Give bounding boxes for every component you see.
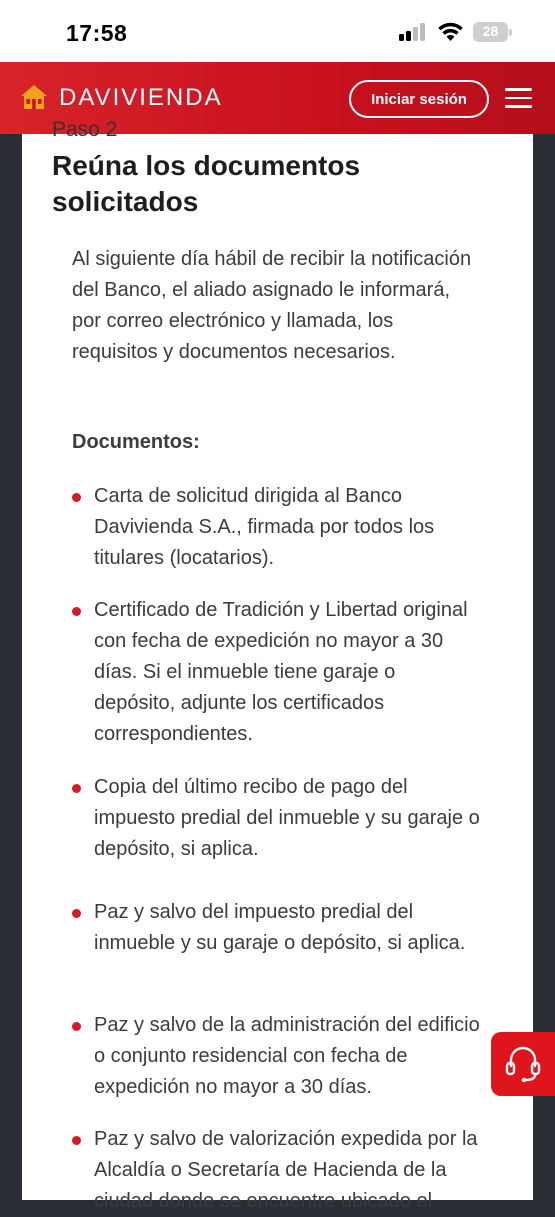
wifi-icon xyxy=(437,21,464,42)
bullet-icon xyxy=(72,493,81,502)
document-text: Paz y salvo del impuesto predial del inmueble y su garaje o depósito, si aplica. xyxy=(94,901,466,954)
login-button[interactable]: Iniciar sesión xyxy=(349,80,489,118)
hamburger-menu-icon[interactable] xyxy=(505,88,532,108)
battery-level: 28 xyxy=(482,23,499,39)
bullet-icon xyxy=(72,1136,81,1145)
status-time: 17:58 xyxy=(66,20,128,46)
document-text: Certificado de Tradición y Libertad original con fecha de expedición no mayor a 30 días. Si el inmueble tiene garaje o depósito, adjunte los certificados correspondientes. xyxy=(94,599,468,745)
signal-icon xyxy=(399,23,429,41)
help-chat-button[interactable] xyxy=(491,1032,555,1096)
brand-logo-text[interactable]: DAVIVIENDA xyxy=(59,84,223,111)
intro-paragraph: Al siguiente día hábil de recibir la notificación del Banco, el aliado asignado le informará, por correo electrónico y llamada, los requisitos y documentos necesarios. xyxy=(72,248,472,363)
battery-icon xyxy=(473,22,511,42)
document-item xyxy=(72,1010,482,1103)
house-logo-icon[interactable] xyxy=(20,84,48,110)
document-text: Carta de solicitud dirigida al Banco Davivienda S.A., firmada por todos los titulares (locatarios). xyxy=(94,485,435,569)
document-text: Paz y salvo de valorización expedida por la Alcaldía o Secretaría de Hacienda de la ciudad donde se encuentre ubicado el xyxy=(94,1128,478,1212)
document-item xyxy=(72,772,482,865)
step-label: Paso 2 xyxy=(52,118,118,141)
bullet-icon xyxy=(72,784,81,793)
documents-heading: Documentos: xyxy=(72,431,200,453)
document-item xyxy=(72,897,482,959)
headset-support-icon xyxy=(491,1032,555,1096)
document-item xyxy=(72,1124,482,1217)
bullet-icon xyxy=(72,607,81,616)
document-text: Copia del último recibo de pago del impuesto predial del inmueble y su garaje o depósito, si aplica. xyxy=(94,776,480,860)
bullet-icon xyxy=(72,909,81,918)
document-text: Paz y salvo de la administración del edificio o conjunto residencial con fecha de expedición no mayor a 30 días. xyxy=(94,1014,480,1098)
document-item xyxy=(72,595,482,750)
content-card xyxy=(22,118,533,1212)
status-bar xyxy=(0,0,555,62)
document-item xyxy=(72,481,482,574)
page-title: Reúna los documentos solicitados xyxy=(52,150,361,217)
bullet-icon xyxy=(72,1022,81,1031)
